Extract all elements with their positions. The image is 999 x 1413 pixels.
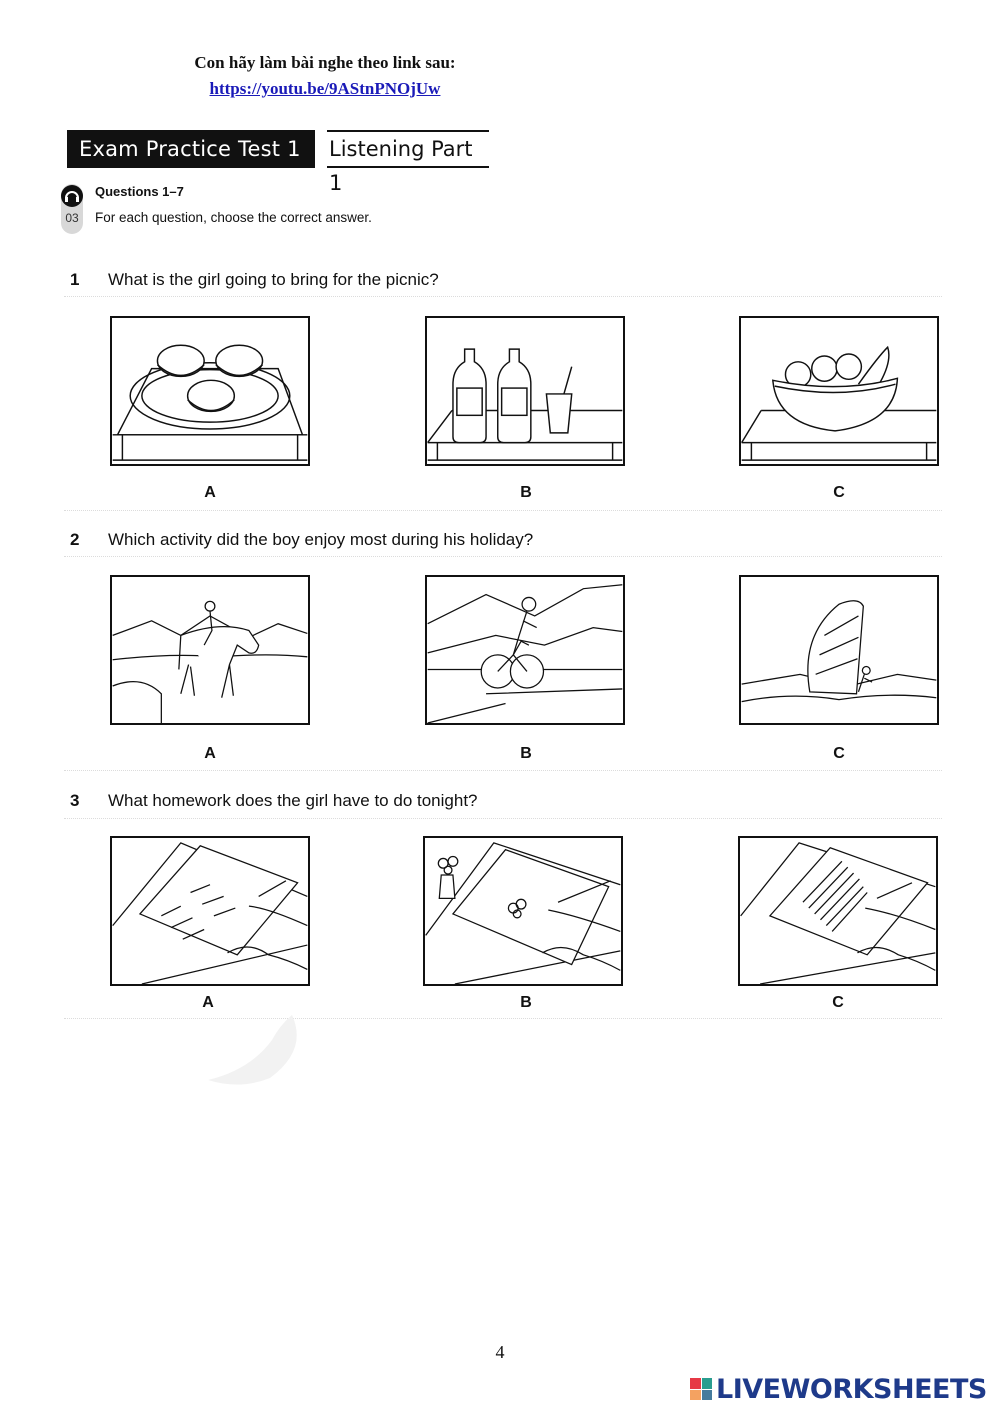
question-number: 3 (70, 791, 80, 810)
question-1 (70, 270, 439, 290)
option-3a-label[interactable]: A (202, 994, 214, 1011)
question-3 (70, 791, 478, 811)
question-text: What is the girl going to bring for the picnic? (108, 270, 439, 289)
question-text: What homework does the girl have to do tonight? (108, 791, 478, 810)
option-1a-picture[interactable] (110, 316, 310, 466)
option-3a-picture[interactable] (110, 836, 310, 986)
divider (64, 510, 942, 511)
page-number: 4 (495, 1342, 505, 1362)
option-2c-picture[interactable] (739, 575, 939, 725)
option-3b-label[interactable]: B (520, 994, 532, 1011)
intro-text: Con hãy làm bài nghe theo link sau: (194, 53, 456, 72)
question-number: 1 (70, 270, 80, 289)
track-number: 03 (65, 211, 79, 225)
option-3c-picture[interactable] (738, 836, 938, 986)
option-2a-label[interactable]: A (204, 745, 216, 762)
liveworksheets-logo[interactable] (690, 1373, 987, 1405)
listening-link[interactable]: https://youtu.be/9AStnPNOjUw (209, 79, 441, 98)
option-2b-label[interactable]: B (520, 745, 532, 762)
option-2b-picture[interactable] (425, 575, 625, 725)
divider (64, 556, 942, 557)
watermark-shape (200, 1010, 310, 1090)
brand-name: LIVEWORKSHEETS (716, 1373, 987, 1405)
question-text: Which activity did the boy enjoy most during his holiday? (108, 530, 534, 549)
divider (64, 770, 942, 771)
option-2a-picture[interactable] (110, 575, 310, 725)
option-3c-label[interactable]: C (832, 994, 844, 1011)
divider (64, 1018, 942, 1019)
option-2c-label[interactable]: C (833, 745, 845, 762)
option-1a-label[interactable]: A (204, 484, 216, 501)
instruction-text: For each question, choose the correct answer. (95, 210, 372, 225)
intro-block (130, 50, 520, 102)
questions-range: Questions 1–7 (95, 184, 184, 199)
question-2 (70, 530, 533, 550)
burger-plate-drawing (113, 345, 308, 460)
option-3b-picture[interactable] (423, 836, 623, 986)
headphones-icon (60, 184, 84, 236)
option-1b-picture[interactable] (425, 316, 625, 466)
divider (64, 818, 942, 819)
divider (64, 296, 942, 297)
logo-grid-icon (690, 1378, 712, 1400)
option-1c-label[interactable]: C (833, 484, 845, 501)
part-title: Listening Part 1 (327, 130, 489, 168)
question-number: 2 (70, 530, 80, 549)
option-1b-label[interactable]: B (520, 484, 532, 501)
exam-title: Exam Practice Test 1 (67, 130, 315, 168)
option-1c-picture[interactable] (739, 316, 939, 466)
